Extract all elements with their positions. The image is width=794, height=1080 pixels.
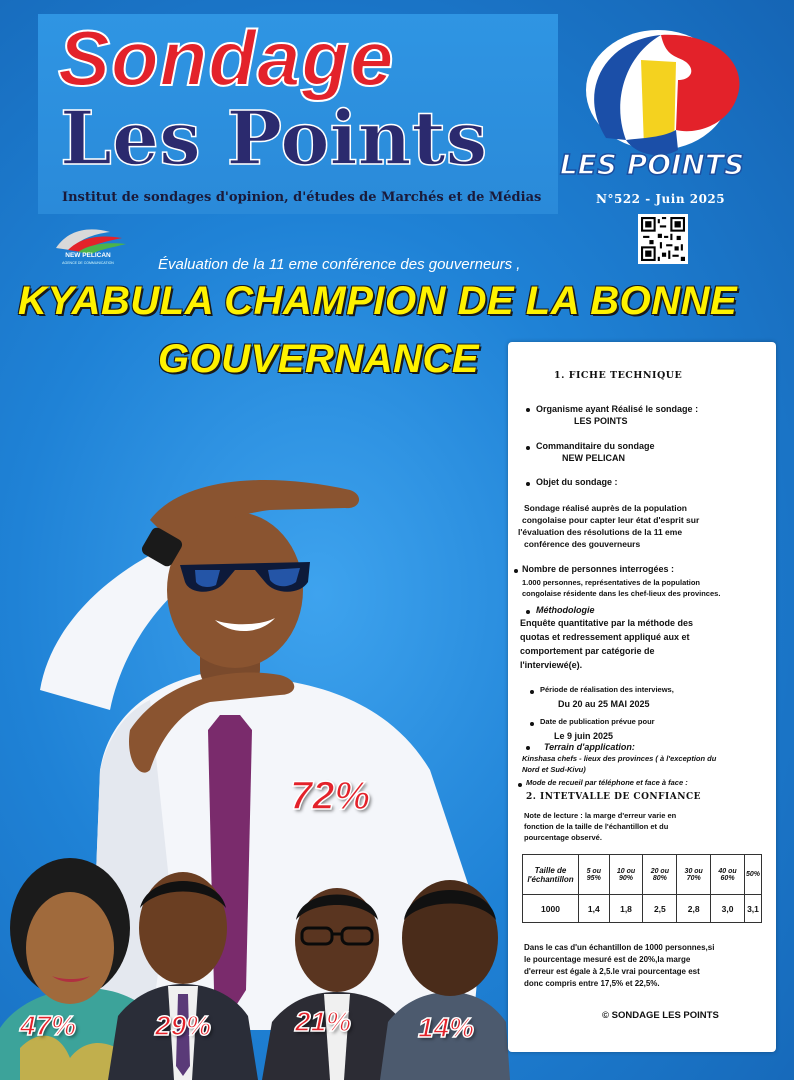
nombre-line-1: 1.000 personnes, représentatives de la population xyxy=(522,578,700,587)
table-cell: 1,4 xyxy=(579,895,610,923)
table-cell: 2,8 xyxy=(677,895,711,923)
mode-label: Mode de recueil par téléphone et face à face : xyxy=(526,778,688,787)
score-portrait-3: 21% xyxy=(295,1006,352,1037)
methodo-line-3: comportement par catégorie de xyxy=(520,646,655,656)
bullet-icon xyxy=(530,722,534,726)
conclusion-line-2: le pourcentage mesuré est de 20%,la marge xyxy=(524,955,691,964)
objet-line-3: l'évaluation des résolutions de la 11 eme xyxy=(518,527,683,537)
note-line-2: fonction de la taille de l'échantillon et du xyxy=(524,822,669,831)
nombre-label: Nombre de personnes interrogées : xyxy=(522,564,675,574)
note-line-3: pourcentage observé. xyxy=(524,833,602,842)
table-row xyxy=(523,895,762,923)
methodo-line-4: l'interviewé(e). xyxy=(520,660,583,670)
commanditaire-value: NEW PELICAN xyxy=(562,453,625,463)
table-header-row xyxy=(523,855,762,895)
objet-line-2: congolaise pour capter leur état d'esprit sur xyxy=(522,515,700,525)
bullet-icon xyxy=(526,610,530,614)
objet-line-1: Sondage réalisé auprès de la population xyxy=(524,503,687,513)
periode-value: Du 20 au 25 MAI 2025 xyxy=(558,699,650,709)
periode-label: Période de réalisation des interviews, xyxy=(540,685,674,694)
terrain-line-2: Nord et Sud-Kivu) xyxy=(522,765,586,774)
bullet-icon xyxy=(514,569,518,573)
kicker: Évaluation de la 11 eme conférence des gouverneurs , xyxy=(158,256,521,273)
commanditaire-label: Commanditaire du sondage xyxy=(536,441,655,451)
table-cell: Taille de l'échantillon xyxy=(523,855,579,895)
terrain-label: Terrain d'application: xyxy=(544,742,635,752)
bullet-icon xyxy=(526,446,530,450)
table-cell: 50% xyxy=(744,855,761,895)
title-sondage: Sondage xyxy=(58,14,395,102)
section-intervalle: 2. INTETVALLE DE CONFIANCE xyxy=(526,792,701,802)
table-cell: 40 ou 60% xyxy=(711,855,745,895)
new-pelican-label: NEW PELICAN xyxy=(65,252,111,259)
terrain-line-1: Kinshasa chefs - lieux des provinces ( à l'exception du xyxy=(522,754,717,763)
bullet-icon xyxy=(526,482,530,486)
table-cell: 3,0 xyxy=(711,895,745,923)
new-pelican-sublabel: AGENCE DE COMMUNICATION xyxy=(62,261,114,265)
conclusion-line-4: donc compris entre 17,5% et 22,5%. xyxy=(524,979,660,988)
conclusion-line-1: Dans le cas d'un échantillon de 1000 personnes,si xyxy=(524,943,715,952)
score-portrait-4: 14% xyxy=(418,1012,475,1043)
headline-line-1: KYABULA CHAMPION DE LA BONNE xyxy=(18,279,738,323)
portrait-man-2 xyxy=(108,866,258,1080)
bullet-icon xyxy=(526,746,530,750)
methodo-line-2: quotas et redressement appliqué aux et xyxy=(520,632,690,642)
score-portrait-1: 47% xyxy=(20,1010,77,1041)
title-les-points: Les Points xyxy=(60,96,488,182)
table-cell: 5 ou 95% xyxy=(579,855,610,895)
table-cell: 1000 xyxy=(523,895,579,923)
methodo-label: Méthodologie xyxy=(536,605,595,615)
bullet-icon xyxy=(530,690,534,694)
main-score: 72% xyxy=(290,774,371,818)
qr-code-icon xyxy=(638,214,688,264)
institut-tagline: Institut de sondages d'opinion, d'études de Marchés et de Médias xyxy=(62,190,542,205)
table-cell: 2,5 xyxy=(643,895,677,923)
date-value: Le 9 juin 2025 xyxy=(554,731,614,741)
table-cell: 30 ou 70% xyxy=(677,855,711,895)
organisme-value: LES POINTS xyxy=(574,416,628,426)
section-fiche-technique: 1. FICHE TECHNIQUE xyxy=(554,370,683,381)
note-line-1: Note de lecture : la marge d'erreur varie en xyxy=(524,811,677,820)
conclusion-line-3: d'erreur est égale à 2,5.le vrai pourcentage est xyxy=(524,967,700,976)
copyright: © SONDAGE LES POINTS xyxy=(602,1010,719,1021)
date-label: Date de publication prévue pour xyxy=(540,717,655,726)
bullet-icon xyxy=(526,408,530,412)
methodo-line-1: Enquête quantitative par la méthode des xyxy=(520,618,694,628)
fiche-technique-panel xyxy=(508,342,776,1052)
organisme-label: Organisme ayant Réalisé le sondage : xyxy=(536,404,699,414)
table-cell: 20 ou 80% xyxy=(643,855,677,895)
table-cell: 3,1 xyxy=(744,895,761,923)
portrait-man-4 xyxy=(380,872,510,1080)
nombre-line-2: congolaise résidente dans les chef-lieux des provinces. xyxy=(522,589,721,598)
bullet-icon xyxy=(518,783,522,787)
score-portrait-2: 29% xyxy=(155,1010,212,1041)
confidence-table xyxy=(522,854,762,923)
objet-label: Objet du sondage : xyxy=(536,477,618,487)
table-cell: 1,8 xyxy=(609,895,643,923)
objet-line-4: conférence des gouverneurs xyxy=(524,539,641,549)
headline-line-2: GOUVERNANCE xyxy=(158,337,480,381)
issue-number: N°522 - Juin 2025 xyxy=(596,192,726,206)
logo-text: LES POINTS xyxy=(559,148,745,181)
table-cell: 10 ou 90% xyxy=(609,855,643,895)
